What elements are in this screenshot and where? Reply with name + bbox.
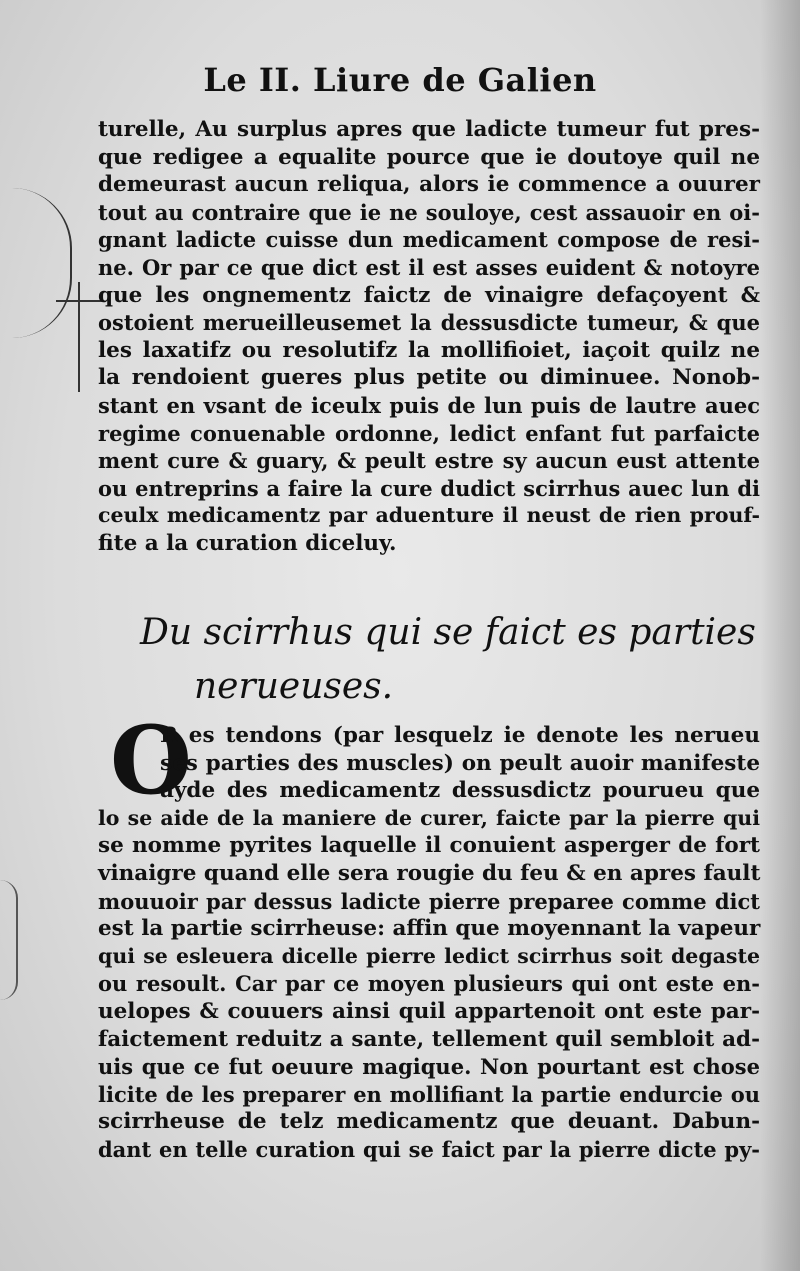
text-line: les laxatifz ou resolutifz la mollifioiet, iaçoit quilz ne [98,337,760,363]
text-line: se nomme pyrites laquelle il conuient asperger de fort [98,833,760,859]
heading-line: Du scirrhus qui se faict es parties [140,612,756,653]
margin-annotation-curve [12,188,72,338]
text-line: mouuoir par dessus ladicte pierre preparee comme dict [98,888,760,914]
text-line: ayde des medicamentz dessusdictz pourueu que [160,778,760,804]
running-head: Le II. Liure de Galien [203,61,597,99]
margin-annotation-cross-horizontal [56,300,102,302]
text-line: demeurast aucun reliqua, alors ie commence a ouurer [98,172,760,198]
text-line: est la partie scirrheuse: affin que moyennant la vapeur [98,916,761,942]
text-block-2 [98,722,760,1164]
text-line: ou entreprins a faire la cure dudict scirrhus auec lun di [98,475,760,501]
text-line: ment cure & guary, & peult estre sy aucun eust attente [98,448,760,474]
text-line: ou resoult. Car par ce moyen plusieurs qui ont este en- [98,971,760,997]
text-line: dant en telle curation qui se faict par la pierre dicte py- [98,1136,760,1162]
text-line: vinaigre quand elle sera rougie du feu & en apres fault [98,860,761,886]
heading-line: nerueuses. [194,666,394,707]
text-line: turelle, Au surplus apres que ladicte tumeur fut pres- [98,117,760,142]
section-heading [140,606,760,714]
text-line: que redigee a equalite pource que ie doutoye quil ne [98,144,760,170]
text-line: uis que ce fut oeuure magique. Non pourtant est chose [98,1054,760,1080]
drop-cap: O [110,706,192,816]
text-line: uelopes & couuers ainsi quil appartenoit ont este par- [98,998,760,1024]
text-line: gnant ladicte cuisse dun medicament compose de resi- [98,227,760,253]
text-line: faictement reduitz a sante, tellement quil sembloit ad- [98,1026,760,1052]
text-line: licite de les preparer en mollifiant la partie endurcie ou [98,1081,760,1107]
margin-annotation-parenthesis [0,880,18,1000]
text-line: R es tendons (par lesquelz ie denote les nerueu [160,723,760,748]
text-line: ceulx medicamentz par aduenture il neust de rien prouf- [98,503,760,528]
text-line: ses parties des muscles) on peult auoir manifeste [160,750,760,776]
text-block-1 [98,116,760,558]
text-line: stant en vsant de iceulx puis de lun puis de lautre auec [98,392,760,418]
text-line: scirrheuse de telz medicamentz que deuant. Dabun- [98,1109,760,1135]
text-line: tout au contraire que ie ne souloye, cest assauoir en oi- [98,199,760,225]
text-line: la rendoient gueres plus petite ou diminuee. Nonob- [98,365,760,391]
text-line: qui se esleuera dicelle pierre ledict scirrhus soit degaste [98,943,760,968]
text-line: regime conuenable ordonne, ledict enfant fut parfaicte [98,420,760,446]
text-line: que les ongnementz faictz de vinaigre defaçoyent & [98,282,760,308]
text-line: ne. Or par ce que dict est il est asses euident & notoyre [98,254,760,280]
text-line: fite a la curation diceluy. [98,530,397,556]
text-line: lo se aide de la maniere de curer, faicte par la pierre qui [98,805,760,830]
page-edge-shadow [760,0,800,1271]
margin-annotation-cross-vertical [78,282,80,392]
text-line: ostoient merueilleusemet la dessusdicte tumeur, & que [98,310,760,336]
